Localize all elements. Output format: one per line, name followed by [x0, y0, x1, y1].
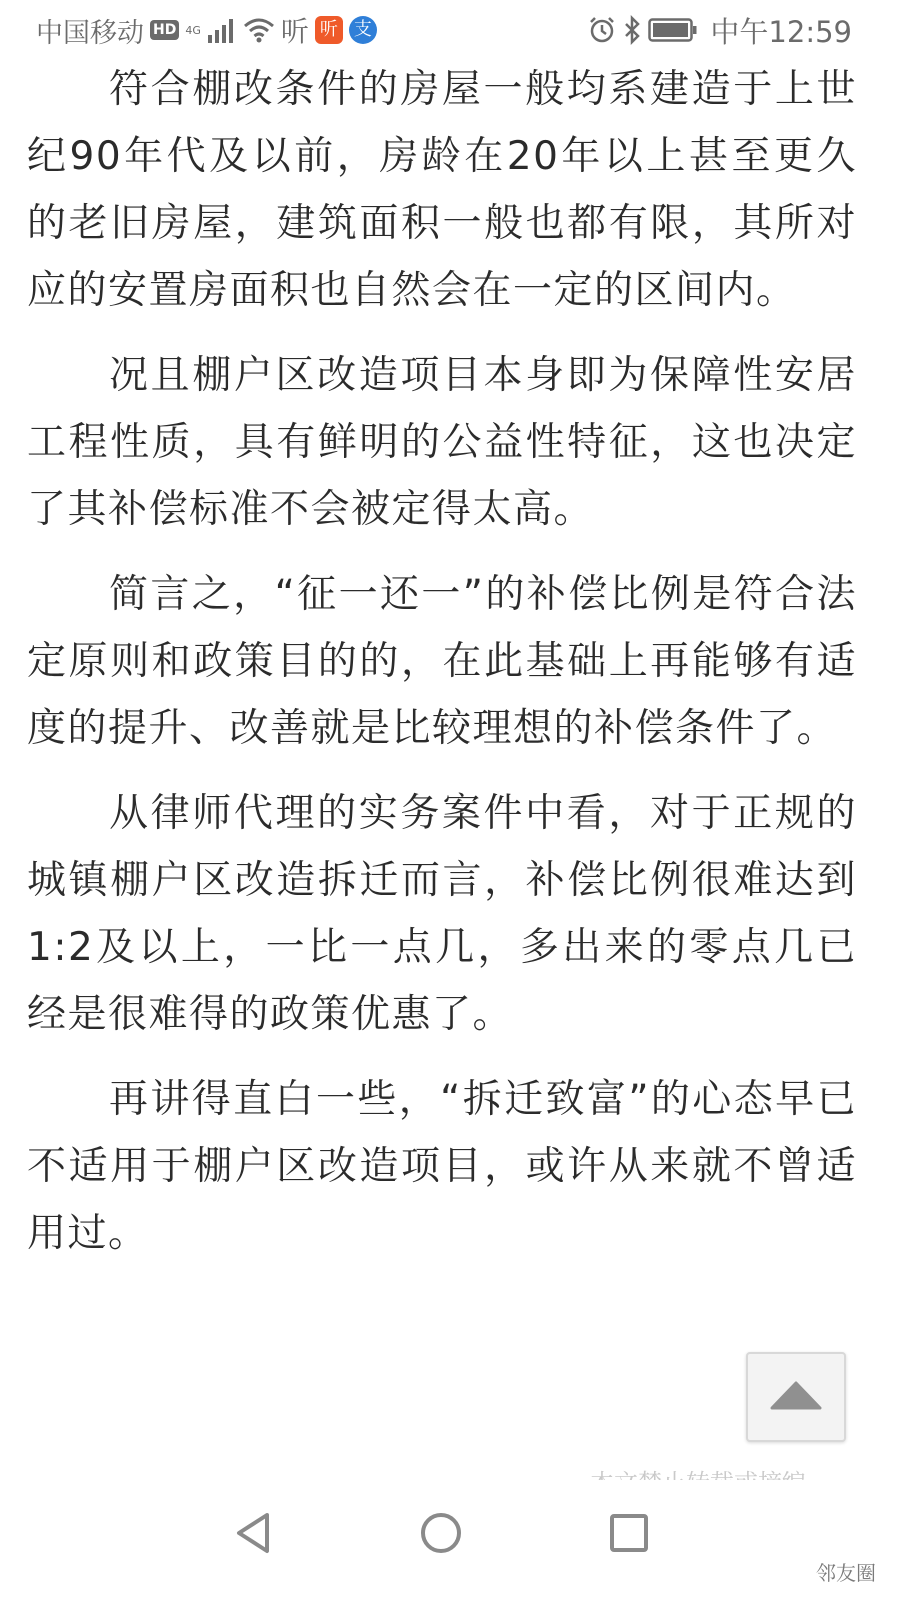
network-type-label: 4G — [185, 23, 201, 37]
triangle-up-icon — [768, 1380, 824, 1414]
status-left — [36, 8, 377, 52]
alarm-icon — [588, 16, 616, 44]
signal-icon — [207, 17, 237, 43]
status-right — [588, 8, 852, 52]
recent-square-icon — [607, 1511, 651, 1559]
article-paragraph: 再讲得直白一些，“拆迁致富”的心态早已不适用于棚户区改造项目，或许从来就不曾适用过。 — [27, 1077, 857, 1256]
article-body — [27, 56, 857, 1285]
alipay-app-icon: 支 — [349, 16, 377, 44]
navigation-bar — [0, 1480, 900, 1600]
nav-recent-button[interactable] — [594, 1500, 664, 1570]
watermark-label: 邻友圈 — [816, 1561, 876, 1585]
status-bar — [0, 0, 900, 60]
hd-badge: HD — [150, 20, 179, 40]
article-paragraph: 从律师代理的实务案件中看，对于正规的城镇棚户区改造拆迁而言，补偿比例很难达到1:2及以上，一比一点几，多出来的零点几已经是很难得的政策优惠了。 — [27, 791, 857, 1037]
clock-label: 中午12:59 — [710, 14, 852, 49]
battery-icon — [648, 17, 698, 43]
article-paragraph: 简言之，“征一还一”的补偿比例是符合法定原则和政策目的的，在此基础上再能够有适度的提升、改善就是比较理想的补偿条件了。 — [27, 572, 857, 751]
nav-back-button[interactable] — [218, 1500, 288, 1570]
bluetooth-icon — [622, 16, 642, 44]
article-paragraph: 符合棚改条件的房屋一般均系建造于上世纪90年代及以前，房龄在20年以上甚至更久的老旧房屋，建筑面积一般也都有限，其所对应的安置房面积也自然会在一定的区间内。 — [27, 67, 857, 313]
nav-home-button[interactable] — [406, 1500, 476, 1570]
back-triangle-icon — [231, 1511, 275, 1559]
carrier-label: 中国移动 — [36, 17, 144, 49]
article-paragraph: 况且棚户区改造项目本身即为保障性安居工程性质，具有鲜明的公益性特征，这也决定了其补偿标准不会被定得太高。 — [27, 353, 857, 532]
listen-app-icon: 听 — [315, 16, 343, 44]
back-to-top-button[interactable] — [746, 1352, 846, 1442]
ting-icon: 听 — [280, 15, 309, 48]
home-circle-icon — [419, 1511, 463, 1559]
wifi-icon — [243, 17, 275, 43]
